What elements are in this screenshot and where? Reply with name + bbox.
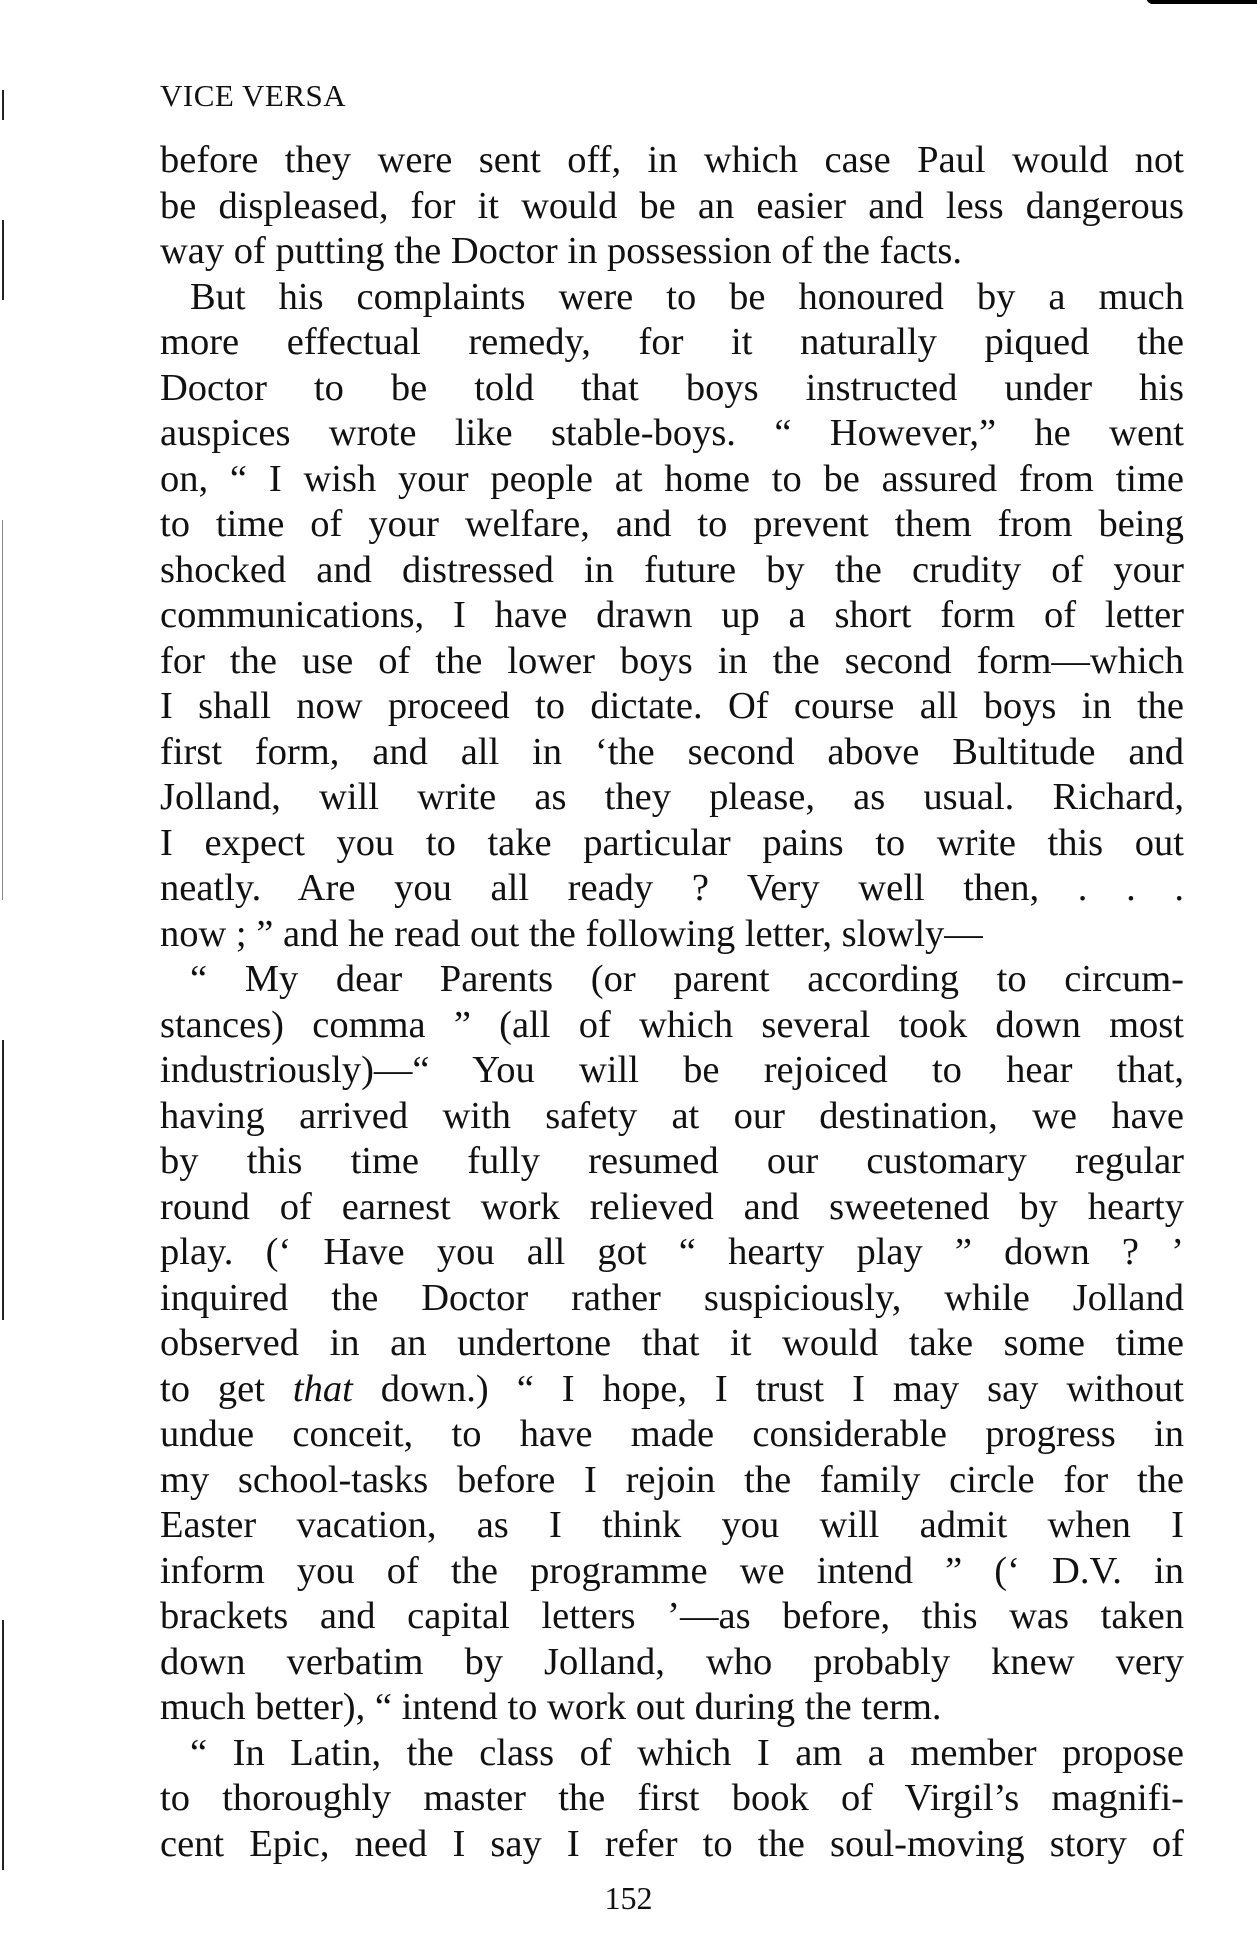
text-line: way of putting the Doctor in possession of the facts. [160, 230, 962, 272]
text-line: auspices wrote like stable-boys. “ However,” he went [160, 412, 1184, 454]
text-line: having arrived with safety at our destination, we have [160, 1094, 1184, 1137]
text-line: now ; ” and he read out the following letter, slowly— [160, 912, 983, 955]
text-line: Jolland, will write as they please, as usual. Richard, [160, 776, 1184, 818]
text-line: to get that down.) “ I hope, I trust I may say without [160, 1367, 1184, 1410]
text-line: be displeased, for it would be an easier and less dangerous [160, 184, 1184, 227]
text-line: observed in an undertone that it would take some time [160, 1322, 1184, 1364]
page-number: 152 [604, 1880, 653, 1916]
margin-scan-mark [2, 1040, 4, 1320]
text-line: shocked and distressed in future by the crudity of your [160, 548, 1184, 591]
text-line: communications, I have drawn up a short form of letter [160, 594, 1184, 636]
body-text [160, 138, 1184, 1867]
text-line: round of earnest work relieved and sweetened by hearty [160, 1185, 1184, 1228]
text-line: I shall now proceed to dictate. Of course all boys in the [160, 685, 1184, 727]
text-line: inform you of the programme we intend ” (‘ D.V. in [160, 1549, 1184, 1592]
text-line: cent Epic, need I say I refer to the soul-moving story of [160, 1822, 1184, 1865]
margin-scan-mark [2, 220, 4, 300]
text-line: Easter vacation, as I think you will admit when I [160, 1504, 1184, 1546]
text-line: first form, and all in ‘the second above Bultitude and [160, 730, 1184, 773]
italic-emphasis: that [292, 1367, 353, 1410]
text-line: much better), “ intend to work out during the term. [160, 1686, 942, 1728]
margin-scan-mark [2, 1620, 4, 1870]
margin-scan-mark [2, 90, 4, 120]
text-line: on, “ I wish your people at home to be assured from time [160, 457, 1184, 500]
text-line: stances) comma ” (all of which several took down most [160, 1003, 1184, 1046]
text-line: brackets and capital letters ’—as before, this was taken [160, 1595, 1184, 1637]
text-line: play. (‘ Have you all got “ hearty play ” down ? ’ [160, 1231, 1184, 1273]
text-line: But his complaints were to be honoured by a much [190, 275, 1184, 318]
margin-scan-mark [2, 520, 3, 900]
text-line: undue conceit, to have made considerable progress in [160, 1413, 1184, 1455]
text-line: industriously)—“ You will be rejoiced to hear that, [160, 1049, 1184, 1091]
text-line: “ In Latin, the class of which I am a member propose [190, 1731, 1184, 1774]
text-line: I expect you to take particular pains to write this out [160, 821, 1184, 864]
text-line: Doctor to be told that boys instructed under his [160, 366, 1184, 409]
text-line: neatly. Are you all ready ? Very well then, . . . [160, 867, 1184, 909]
page-corner-shadow [1147, 0, 1257, 14]
text-line: inquired the Doctor rather suspiciously, while Jolland [160, 1276, 1184, 1319]
text-line: by this time fully resumed our customary regular [160, 1140, 1184, 1182]
running-head: VICE VERSA [160, 78, 347, 113]
text-line: down verbatim by Jolland, who probably knew very [160, 1640, 1184, 1683]
text-line: for the use of the lower boys in the second form—which [160, 639, 1184, 682]
text-line: “ My dear Parents (or parent according to circum- [190, 958, 1184, 1000]
text-line: more effectual remedy, for it naturally piqued the [160, 321, 1184, 363]
text-line: to thoroughly master the first book of Virgil’s magnifi- [160, 1777, 1184, 1819]
text-line: to time of your welfare, and to prevent them from being [160, 503, 1184, 545]
text-line: my school-tasks before I rejoin the family circle for the [160, 1458, 1184, 1501]
text-line: before they were sent off, in which case Paul would not [160, 139, 1184, 181]
